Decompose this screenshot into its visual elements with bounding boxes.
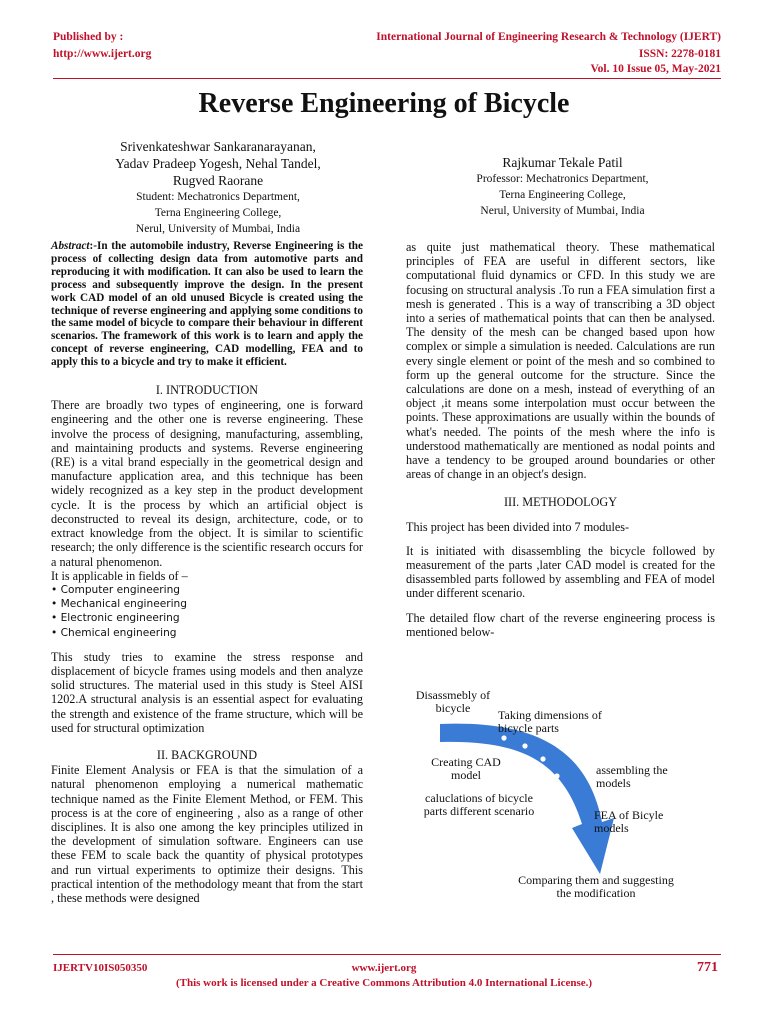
journal-issn: ISSN: 2278-0181 bbox=[638, 48, 721, 60]
list-item: • Chemical engineering bbox=[51, 626, 177, 639]
list-item: • Computer engineering bbox=[51, 583, 181, 596]
affiliation-line: Terna Engineering College, bbox=[154, 207, 282, 219]
list-item: • Mechanical engineering bbox=[51, 598, 187, 611]
methodology-paragraph: This project has been divided into 7 modules- bbox=[406, 519, 630, 534]
journal-volume: Vol. 10 Issue 05, May-2021 bbox=[590, 63, 721, 75]
methodology-paragraph: The detailed flow chart of the reverse engineering process is mentioned below- bbox=[406, 610, 715, 639]
publisher-label: Published by : bbox=[53, 31, 124, 43]
applicable-text: It is applicable in fields of – bbox=[51, 568, 188, 583]
authors-left bbox=[68, 138, 368, 237]
license-note: (This work is licensed under a Creative Commons Attribution 4.0 International License.) bbox=[175, 977, 593, 989]
author-line: Rugved Raorane bbox=[172, 173, 264, 188]
background-paragraph: Finite Element Analysis or FEA is that the simulation of a natural phenomenon employing a numerical mathematic technique named as the Finite Element Method, or FEM. This process is at the core of engineering , also as a range of other disciplines. It is also one among the key principles utilized in the development of simulation software. Engineers can use these FEM to scale back the quantity of physical prototypes and run virtual experiments to optimize their designs. This practical intention of the methodology meant that from the start , these methods were designed bbox=[51, 763, 363, 905]
author-line: Srivenkateshwar Sankaranarayanan, bbox=[120, 139, 316, 154]
step-dot bbox=[563, 791, 568, 796]
affiliation-line: Professor: Mechatronics Department, bbox=[476, 173, 649, 185]
affiliation-line: Nerul, University of Mumbai, India bbox=[135, 223, 301, 235]
author-line: Yadav Pradeep Yogesh, Nehal Tandel, bbox=[115, 156, 321, 171]
flow-step-label: Taking dimensions of bicycle parts bbox=[498, 708, 602, 735]
footer-url-link[interactable]: www.ijert.org bbox=[351, 962, 417, 974]
author-line: Rajkumar Tekale Patil bbox=[502, 155, 623, 170]
step-dot bbox=[522, 743, 527, 748]
intro-paragraph: There are broadly two types of engineering, one is forward engineering and the other one is reverse engineering. These involve the process of designing, manufacturing, assembling, and maintaining products and systems. Reverse engineering (RE) is a vital brand especially in the geometrical design and manufacture application area, and this technique has been widely recognized as a key step in the product development cycle. It is the process by which an artificial object is deconstructed to reveal its design, architecture, code, or to extract knowledge from the object. It is similar to scientific research; the only difference is the scientific research occurs for a natural phenomenon. bbox=[51, 398, 363, 569]
left-column bbox=[51, 240, 363, 905]
authors-right bbox=[410, 154, 715, 219]
section-heading-background: II. BACKGROUND bbox=[156, 747, 258, 762]
flow-step-label: FEA of Bicyle models bbox=[594, 808, 664, 835]
intro-paragraph-2: This study tries to examine the stress response and displacement of bicycle frames using models and then analyze solid structures. The material used in this study is Steel AISI 1202.A structural analysis is an essential aspect for evaluating the strength and existence of the frame structure, which will be used for structural optimization bbox=[51, 649, 363, 735]
section-heading-introduction: I. INTRODUCTION bbox=[155, 383, 259, 398]
flow-chart bbox=[400, 682, 690, 904]
journal-name: International Journal of Engineering Research & Technology (IJERT) bbox=[376, 31, 721, 43]
right-column bbox=[406, 240, 715, 639]
paper-title: Reverse Engineering of Bicycle bbox=[198, 88, 570, 119]
affiliation-line: Terna Engineering College, bbox=[499, 189, 626, 201]
step-dot bbox=[540, 756, 545, 761]
page-number: 771 bbox=[697, 960, 718, 975]
journal-url-link[interactable]: http://www.ijert.org bbox=[53, 48, 152, 60]
step-dot bbox=[501, 735, 506, 740]
abstract-text: :-In the automobile industry, Reverse Engineering is the process of collecting design data from automotive parts and reproducing it with modification. It can also be used to learn the process and subsequently improve the design. In the present work CAD model of an old unused Bicycle is created using the technique of reverse engineering and applying some conditions to the same model of bicycle to compare their behaviour in different scenarios. The framework of this work is to learn and apply the concept of reverse engineering, CAD modelling, FEA and to apply this to a bicycle and try to make it efficient. bbox=[51, 240, 363, 369]
header-rule bbox=[53, 78, 721, 79]
flow-step-label: caluclations of bicycle parts different scenario bbox=[423, 791, 535, 818]
affiliation-line: Nerul, University of Mumbai, India bbox=[480, 205, 645, 217]
affiliation-line: Student: Mechatronics Department, bbox=[136, 191, 300, 203]
flow-step-label: Creating CAD model bbox=[431, 755, 501, 782]
methodology-paragraph: It is initiated with disassembling the bicycle followed by measurement of the parts ,later CAD model is created for the disassembled parts followed by assembling and FEA of model under different scenario. bbox=[406, 543, 715, 601]
flow-step-label: Disassmebly of bicycle bbox=[415, 688, 491, 715]
flow-step-label: assembling the models bbox=[596, 763, 668, 790]
list-item: • Electronic engineering bbox=[51, 612, 180, 625]
field-list bbox=[51, 583, 363, 640]
section-heading-methodology: III. METHODOLOGY bbox=[503, 495, 618, 510]
abstract bbox=[51, 240, 363, 369]
step-dot bbox=[554, 773, 559, 778]
abstract-label: Abstract bbox=[51, 240, 90, 252]
flow-step-label: Comparing them and suggesting the modification bbox=[518, 873, 674, 900]
footer-rule bbox=[53, 954, 721, 955]
fea-paragraph: as quite just mathematical theory. These mathematical principles of FEA are useful in different sectors, like computational fluid dynamics or CFD. In this study we are focusing on structural analysis .To run a FEA simulation first a mesh is generated . This is a way of transcribing a 3D object into a series of mathematical points that can then be analysed. The density of the mesh can be changed based upon how complex or simple a simulation is needed. Calculations are run every single element or point of the mesh and so combined to form up the general outcome for the structure. Since the calculations are done on a mesh, instead of everything of an object ,it means some interpolation must occur between the points. These approximations are usually within the bounds of what's needed. The points of the mesh where the info is understood mathematically are mentioned as nodal points and have a tendency to be grouped around boundaries or other areas of change in an object's design. bbox=[406, 240, 715, 482]
paper-code: IJERTV10IS050350 bbox=[53, 962, 148, 974]
